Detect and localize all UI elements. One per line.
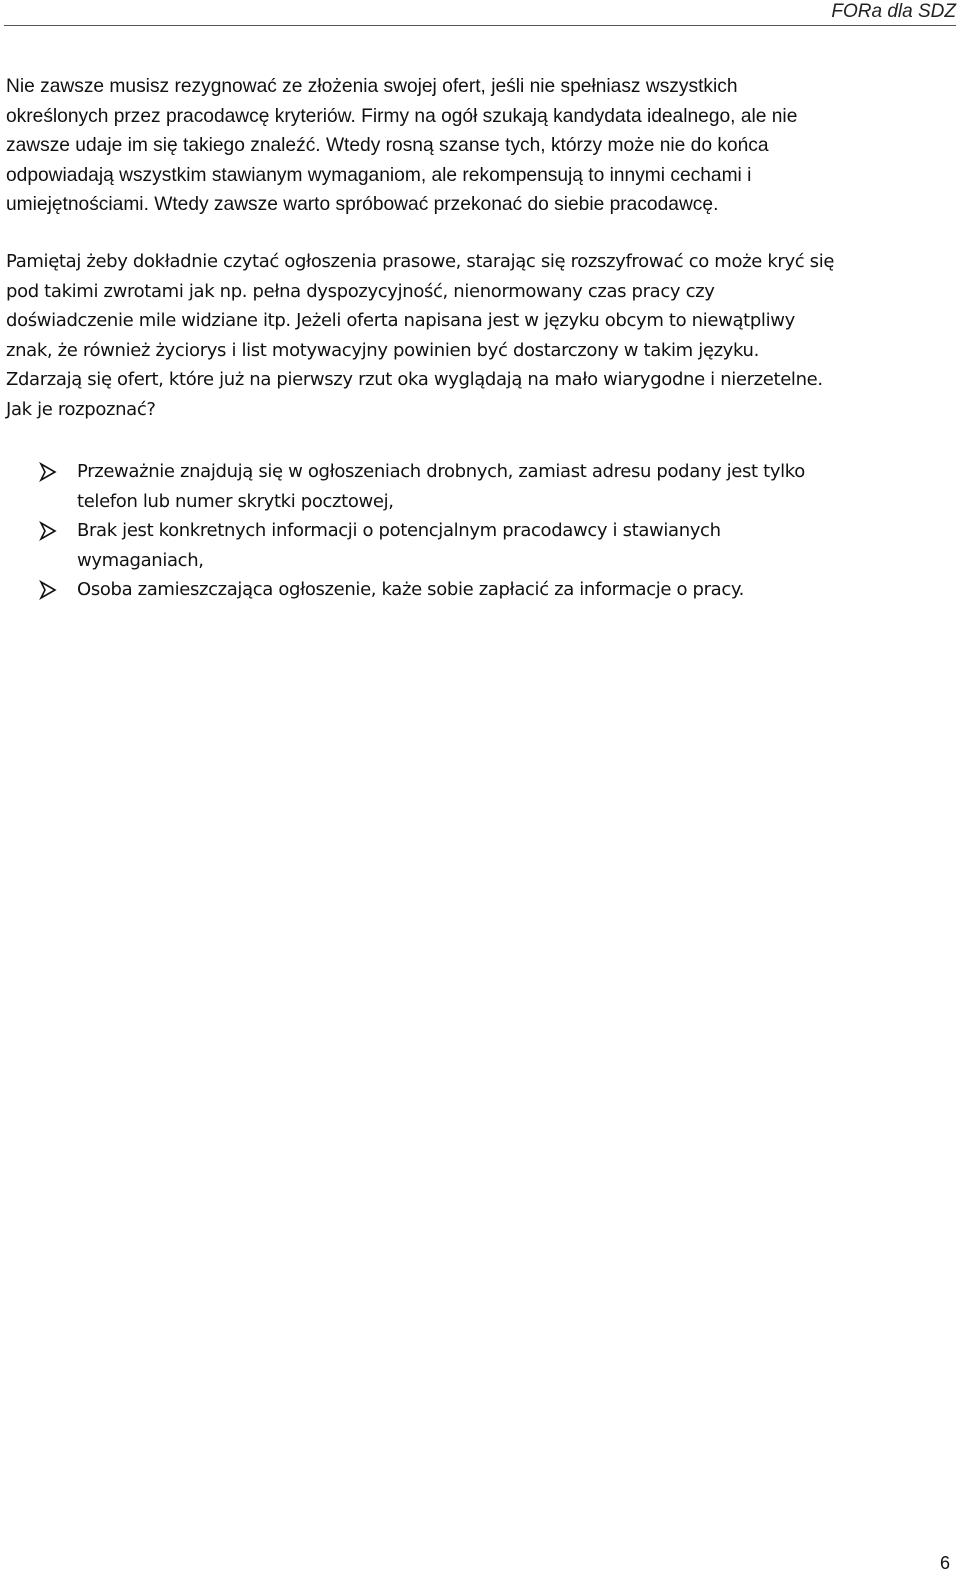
- bullet-list: [38, 457, 938, 605]
- list-item-line: Brak jest konkretnych informacji o potencjalnym pracodawcy i stawianych: [77, 520, 721, 542]
- arrowhead-bullet-icon: [38, 580, 58, 600]
- paragraph-line: Jak je rozpoznać?: [6, 398, 156, 420]
- paragraph-line: określonych przez pracodawcę kryteriów. Firmy na ogół szukają kandydata idealnego, ale nie: [6, 105, 798, 127]
- paragraph-line: odpowiadają wszystkim stawianym wymaganiom, ale rekompensują to innymi cechami i: [6, 164, 752, 186]
- header-title: FORa dla SDZ: [831, 1, 956, 22]
- paragraph-intro: [6, 72, 797, 220]
- header-divider: [4, 25, 956, 26]
- arrowhead-bullet-icon: [38, 462, 58, 482]
- paragraph-advice: [6, 247, 834, 425]
- paragraph-line: umiejętnościami. Wtedy zawsze warto spróbować przekonać do siebie pracodawcę.: [6, 194, 719, 216]
- list-item-line: Osoba zamieszczająca ogłoszenie, każe sobie zapłacić za informacje o pracy.: [77, 579, 745, 601]
- list-item: [38, 516, 938, 575]
- paragraph-line: Pamiętaj żeby dokładnie czytać ogłoszenia prasowe, starając się rozszyfrować co może kryć się: [6, 251, 835, 272]
- paragraph-line: zawsze udaje im się takiego znaleźć. Wtedy rosną szanse tych, którzy może nie do końca: [6, 135, 769, 157]
- paragraph-line: Zdarzają się ofert, które już na pierwszy rzut oka wyglądają na mało wiarygodne i nierzetelne.: [6, 369, 823, 391]
- paragraph-line: pod takimi zwrotami jak np. pełna dyspozycyjność, nienormowany czas pracy czy: [6, 280, 715, 302]
- paragraph-line: znak, że również życiorys i list motywacyjny powinien być dostarczony w takim języku.: [6, 339, 759, 361]
- page-header: [0, 0, 960, 27]
- page-number: 6: [939, 1553, 950, 1573]
- list-item: [38, 457, 938, 516]
- paragraph-line: Nie zawsze musisz rezygnować ze złożenia swojej ofert, jeśli nie spełniasz wszystkich: [6, 76, 738, 97]
- paragraph-line: doświadczenie mile widziane itp. Jeżeli oferta napisana jest w języku obcym to niewątpliwy: [6, 310, 795, 332]
- list-item-line: wymaganiach,: [77, 549, 204, 571]
- list-item: [38, 575, 938, 605]
- list-item-line: telefon lub numer skrytki pocztowej,: [77, 490, 394, 512]
- list-item-line: Przeważnie znajdują się w ogłoszeniach drobnych, zamiast adresu podany jest tylko: [77, 461, 805, 482]
- arrowhead-bullet-icon: [38, 521, 58, 541]
